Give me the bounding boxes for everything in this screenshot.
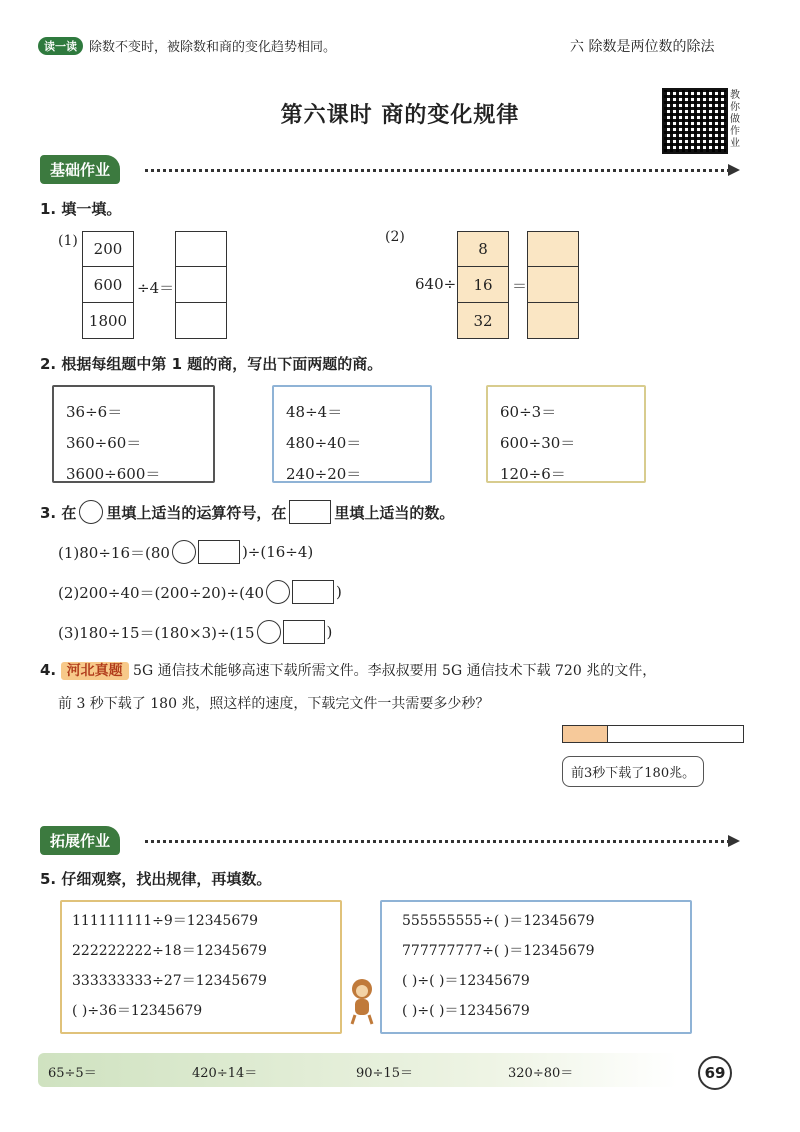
value-cell: 16 [457, 267, 509, 303]
qr-code-icon[interactable] [662, 88, 728, 154]
q5-right-box [380, 900, 692, 1034]
pattern-line: 333333333÷27＝12345679 [72, 973, 267, 989]
value-cell: 1800 [82, 303, 134, 339]
number-box[interactable] [283, 620, 325, 644]
q1-part2-dividend: 640÷ [415, 275, 457, 293]
q2-group-3 [486, 385, 646, 483]
q3-label-a: 3. 在 [40, 503, 77, 522]
q3-item-text: (3)180÷15＝(180×3)÷(15 [58, 623, 255, 642]
progress-bar [562, 725, 744, 743]
q1-part2-eq: ＝ [512, 277, 528, 295]
footer-exercise: 65÷5＝ [48, 1066, 97, 1081]
value-cell: 600 [82, 267, 134, 303]
arrow-icon [728, 835, 740, 847]
expression: 60÷3＝ [500, 403, 557, 421]
number-box[interactable] [198, 540, 240, 564]
answer-cell[interactable] [527, 303, 579, 339]
circle-symbol [79, 500, 103, 524]
pattern-line: 111111111÷9＝12345679 [72, 913, 259, 929]
q4-line1: 5G 通信技术能够高速下载所需文件。李叔叔要用 5G 通信技术下载 720 兆的文件， [133, 663, 657, 679]
progress-fill [563, 726, 608, 742]
dotted-divider [145, 840, 730, 843]
pattern-line[interactable]: ( )÷( )＝12345679 [402, 973, 530, 989]
expression: 3600÷600＝ [66, 465, 161, 483]
dotted-divider [145, 169, 730, 172]
pattern-line: 222222222÷18＝12345679 [72, 943, 267, 959]
q1-part1-op: ÷4＝ [137, 279, 175, 297]
expression: 360÷60＝ [66, 434, 142, 452]
q2-group-2 [272, 385, 432, 483]
qr-caption: 教你做作业 [730, 90, 740, 149]
q5-left-box [60, 900, 342, 1034]
expression: 48÷4＝ [286, 403, 343, 421]
value-cell: 32 [457, 303, 509, 339]
page-title: 第六课时 商的变化规律 [280, 103, 520, 128]
q3-label-c: 里填上适当的数。 [334, 503, 455, 522]
section-extend: 拓展作业 [40, 826, 120, 855]
q3-item-2 [58, 580, 342, 604]
pattern-line[interactable]: ( )÷36＝12345679 [72, 1003, 203, 1019]
q1-part1-num: (1) [58, 233, 78, 249]
q2-group-1 [52, 385, 215, 483]
footer-exercise: 420÷14＝ [192, 1066, 258, 1081]
q3-item-text: ) [326, 623, 333, 641]
expression: 480÷40＝ [286, 434, 362, 452]
operator-circle[interactable] [266, 580, 290, 604]
expression: 240÷20＝ [286, 465, 362, 483]
q1-part1-answers [175, 231, 227, 339]
q3-item-text: )÷(16÷4) [241, 543, 314, 561]
q4-text [40, 660, 750, 680]
q3-item-1 [58, 540, 313, 564]
read-badge: 读一读 [38, 37, 83, 55]
arrow-icon [728, 164, 740, 176]
expression: 36÷6＝ [66, 403, 123, 421]
answer-cell[interactable] [527, 231, 579, 267]
number-box[interactable] [292, 580, 334, 604]
expression: 120÷6＝ [500, 465, 566, 483]
q3-item-3 [58, 620, 332, 644]
q2-label: 2. 根据每组题中第 1 题的商，写出下面两题的商。 [40, 355, 383, 373]
pattern-line[interactable]: 555555555÷( )＝12345679 [402, 913, 595, 929]
tip-text: 除数不变时，被除数和商的变化趋势相同。 [89, 40, 337, 55]
q3-label-b: 里填上适当的运算符号，在 [106, 503, 287, 522]
q1-part2-num: (2) [385, 229, 405, 245]
footer-exercise: 320÷80＝ [508, 1066, 574, 1081]
operator-circle[interactable] [172, 540, 196, 564]
q4-num: 4. [40, 661, 57, 679]
operator-circle[interactable] [257, 620, 281, 644]
expression: 600÷30＝ [500, 434, 576, 452]
section-basic: 基础作业 [40, 155, 120, 184]
unit-title: 六 除数是两位数的除法 [570, 39, 715, 55]
pattern-line[interactable]: ( )÷( )＝12345679 [402, 1003, 530, 1019]
monkey-icon [343, 975, 381, 1025]
q3-label [40, 500, 454, 524]
pattern-line[interactable]: 777777777÷( )＝12345679 [402, 943, 595, 959]
value-cell: 8 [457, 231, 509, 267]
answer-cell[interactable] [175, 231, 227, 267]
page-number: 69 [698, 1056, 732, 1090]
source-tag: 河北真题 [61, 662, 129, 680]
q1-part1-column [82, 231, 134, 339]
q5-label: 5. 仔细观察，找出规律，再填数。 [40, 870, 272, 888]
box-symbol [289, 500, 331, 524]
footer-exercise: 90÷15＝ [356, 1066, 413, 1081]
header-tip [38, 36, 336, 55]
q4-line2: 前 3 秒下载了 180 兆，照这样的速度，下载完文件一共需要多少秒？ [58, 696, 490, 712]
value-cell: 200 [82, 231, 134, 267]
q3-item-text: ) [336, 583, 342, 601]
answer-cell[interactable] [175, 267, 227, 303]
q1-part2-answers [527, 231, 579, 339]
speech-bubble: 前3秒下载了180兆。 [562, 756, 704, 787]
q3-item-text: (1)80÷16＝(80 [58, 543, 170, 562]
q3-item-text: (2)200÷40＝(200÷20)÷(40 [58, 583, 265, 602]
q1-label: 1. 填一填。 [40, 200, 122, 218]
answer-cell[interactable] [527, 267, 579, 303]
answer-cell[interactable] [175, 303, 227, 339]
q1-part2-column [457, 231, 509, 339]
